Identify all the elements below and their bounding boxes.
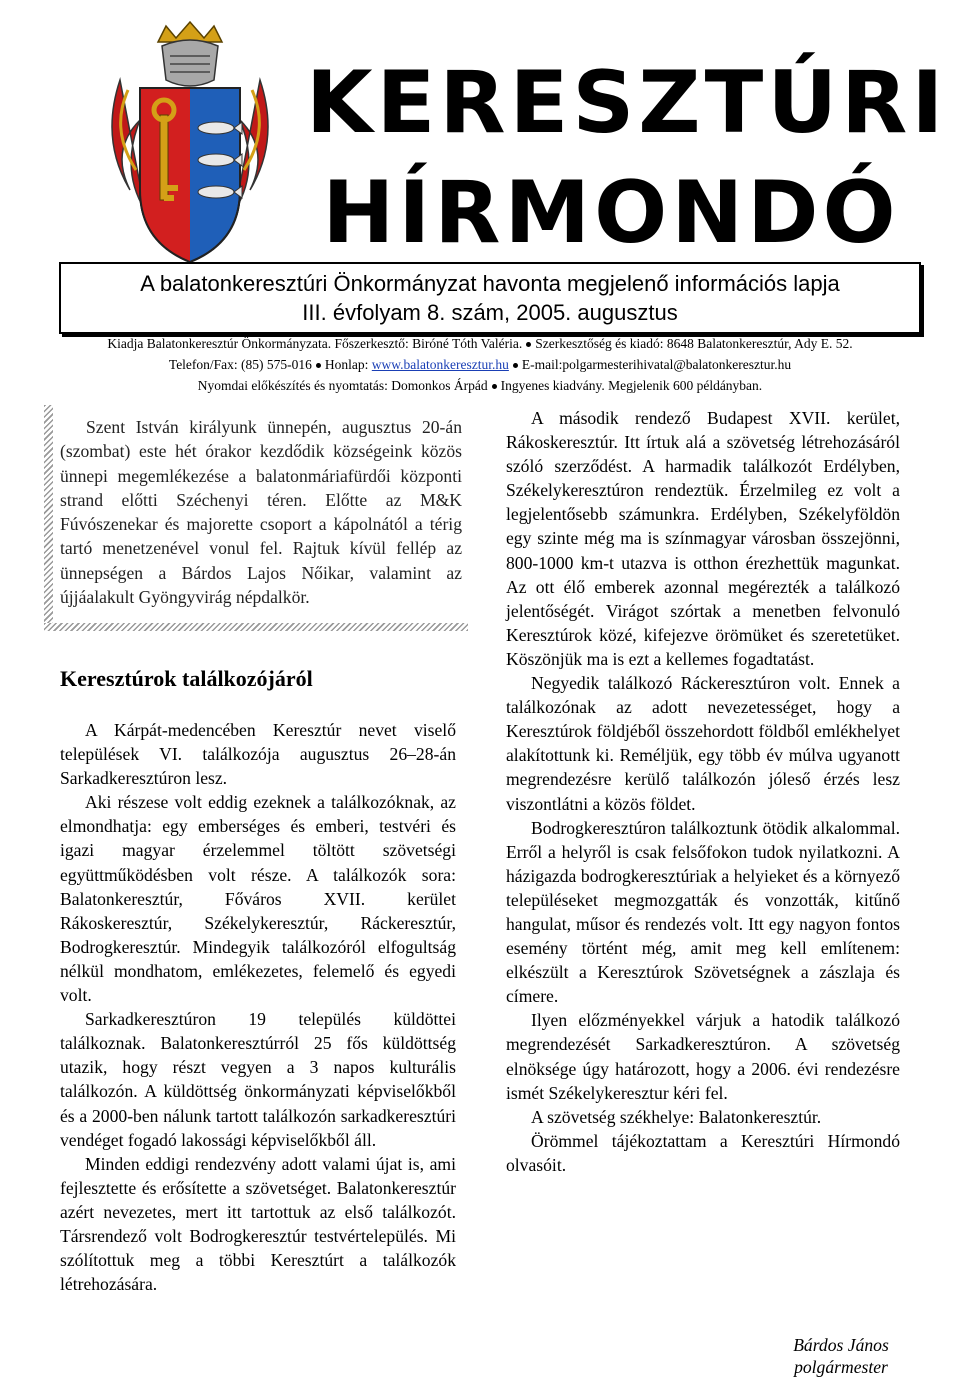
coat-of-arms-icon — [100, 20, 280, 270]
signature-name: Bárdos János — [793, 1335, 889, 1355]
subtitle-line1: A balatonkeresztúri Önkormányzat havonta megjelenő információs lapja — [140, 271, 840, 296]
paragraph: Aki részese volt eddig ezeknek a találkozóknak, az elmondhatja: egy emberséges és emberi, testvéri és igazi magyar érzelemmel töltött szövetségi együttműködésben volt része. A találkozók sora: Balatonkeresztúr, Főváros XVII. kerület Rákoskeresztúr, Székelykeresztúr, Ráckeresztúr, Bodrogkeresztúr. Mindegyik találkozóról elfogultság nélkül mondhatom, emlékezetes, felemelő és egyedi volt. — [60, 792, 456, 1006]
intro-box — [44, 405, 468, 631]
imprint-office: Szerkesztőség és kiadó: 8648 Balatonkeresztúr, Ady E. 52. — [535, 336, 853, 351]
subtitle-line2: III. évfolyam 8. szám, 2005. augusztus — [302, 300, 678, 325]
paragraph: Sarkadkeresztúron 19 település küldöttei találkoznak. Balatonkeresztúrról 25 fős küldöttség utazik, hogy részt vegyen a 3 napos kulturális találkozón. A küldöttség önkormányzati képviselőkből és a 2000-ben nálunk tartott találkozón sarkadkeresztúri vendéget fogadó lakossági képviselőkből áll. — [60, 1009, 456, 1150]
article-right-column — [506, 406, 900, 1177]
imprint-line1 — [0, 333, 960, 354]
article-left-column — [60, 718, 456, 1296]
imprint-line2 — [0, 354, 960, 375]
article-heading: Keresztúrok találkozójáról — [60, 666, 313, 691]
paragraph: Ilyen előzményekkel várjuk a hatodik találkozó megrendezését Sarkadkeresztúron. A szövetség elnöksége úgy határozott, hogy a 2006. évi rendezésre ismét Székelykeresztur kéri fel. — [506, 1010, 900, 1103]
imprint-printing: Nyomdai előkészítés és nyomtatás: Domonkos Árpád — [197, 378, 488, 393]
bullet-icon — [316, 363, 321, 368]
imprint-publisher: Kiadja Balatonkeresztúr Önkormányzata. Főszerkesztő: Biróné Tóth Valéria. — [107, 336, 523, 351]
imprint-phone: Telefon/Fax: (85) 575-016 — [168, 357, 312, 372]
paragraph: Örömmel tájékoztattam a Keresztúri Hírmondó olvasóit. — [506, 1130, 900, 1175]
imprint-circulation: Ingyenes kiadvány. Megjelenik 600 példányban. — [500, 378, 763, 393]
hatch-border-bottom — [44, 623, 468, 631]
imprint — [0, 333, 960, 396]
imprint-website-label: Honlap: — [324, 357, 369, 372]
hatch-border-left — [44, 405, 53, 631]
bullet-icon — [526, 342, 531, 347]
paragraph: Minden eddigi rendezvény adott valami újat is, ami fejlesztette és erősítette a szövetséget. Balatonkeresztúr azért nevezetes, mert itt tartottuk az első találkozót. Társrendező volt Bodrogkeresztúr testvértelepülés. Mi szólítottuk meg a többi Keresztúrt a találkozók létrehozására. — [60, 1153, 456, 1295]
masthead-title-line1: KERESZTÚRI — [306, 53, 948, 153]
paragraph: A szövetség székhelye: Balatonkeresztúr. — [531, 1106, 822, 1127]
masthead-title-line2: HÍRMONDÓ — [322, 163, 900, 263]
imprint-line3 — [0, 375, 960, 396]
bullet-icon — [492, 384, 497, 389]
website-link[interactable]: www.balatonkeresztur.hu — [371, 357, 509, 372]
paragraph: A második rendező Budapest XVII. kerület, Rákoskeresztúr. Itt írtuk alá a szövetség létrehozásáról szóló szerződést. A harmadik találkozót Erdélyben, Székelykeresztúron rendeztük. Érzelmileg ez volt a legjelentősebb számunkra. Erdélyben, Székelyföldön egy szinte még ma is színmagyar városban összejönni, 800-1000 km-t utazva is otthon érezhettük magunkat. Az ott élő emberek azonnal megérezték a találkozó jelentőségét. Virágot szórtak a menetben felvonuló Keresztúrok közé, kifejezve örömüket és szeretetüket. Köszönjük ma is ezt a kellemes fogadtatást. — [506, 408, 900, 669]
intro-text: Szent István királyunk ünnepén, augusztus 20-án (szombat) este hét órakor kezdődik községeink közös ünnepi megemlékezése a balatonmáriafürdői központi strand előtti Széchenyi téren. Előtte az M&K Fúvószenekar és majorette csoport a kápolnától a térig tartó menetzenével vonul fel. Rajtuk kívül fellép az ünnepségen a Bárdos Lajos Nőikar, valamint az újjáalakult Gyöngyvirág népdalkör. — [60, 417, 462, 608]
bullet-icon — [513, 363, 518, 368]
imprint-email: E-mail:polgarmesterihivatal@balatonkeresztur.hu — [521, 357, 792, 372]
signature — [780, 1334, 902, 1378]
signature-title: polgármester — [794, 1357, 888, 1377]
paragraph: A Kárpát-medencében Keresztúr nevet viselő települések VI. találkozója augusztus 26–28-án Sarkadkeresztúron lesz. — [60, 720, 456, 789]
paragraph: Bodrogkeresztúron találkoztunk ötödik alkalommal. Erről a helyről is csak felsőfokon tudok nyilatkozni. A házigazda bodrogkeresztúriak a helyieket és a környező településeket megmozgatták és vonzották, kitűnő hangulat, műsor és rendezés volt. Itt egy nagyon fontos esemény történt még, amit meg kell említenem: elkészült a Keresztúrok Szövetségnek a zászlaja és címere. — [506, 817, 900, 1007]
paragraph: Negyedik találkozó Ráckeresztúron volt. Ennek a találkozónak az adott nevezetességet, hogy a Keresztúrok földjéből összehordott földből emlékhelyet alakítottunk ki. Reméljük, egy több év múlva ugyanott megrendezésre kerülő találkozón jóleső érzés lesz viszontlátni a közös földet. — [506, 673, 900, 814]
subtitle-box — [59, 262, 921, 334]
